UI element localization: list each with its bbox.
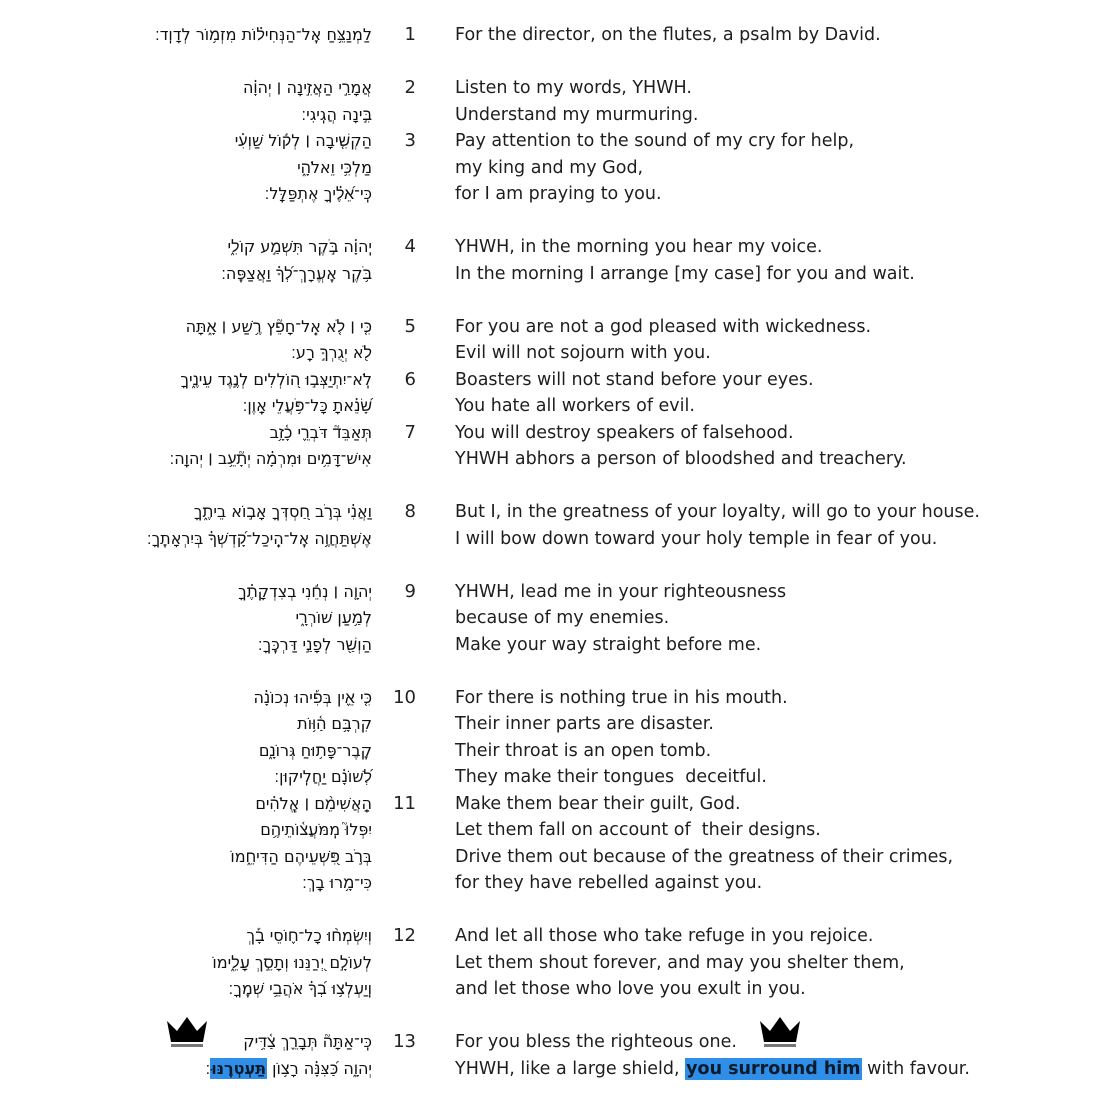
- verse-line: [0, 340, 1110, 366]
- hebrew-text: קֶֽבֶר־פָּת֥וּחַ גְּרוֹנָ֑ם: [258, 741, 372, 760]
- verse-number: 3: [404, 130, 416, 151]
- verse-line: [0, 234, 1110, 260]
- english-text: For you bless the righteous one.: [455, 1032, 737, 1052]
- verse-number: 8: [404, 501, 416, 522]
- english-text: Understand my murmuring.: [455, 105, 699, 125]
- verse-line: [0, 870, 1110, 896]
- verse-line: [0, 711, 1110, 737]
- english-text: for I am praying to you.: [455, 184, 662, 204]
- verse-line: [0, 446, 1110, 472]
- verse-line: [0, 950, 1110, 976]
- hebrew-highlight[interactable]: תַּעְטְרֶֽנּוּ: [211, 1059, 267, 1078]
- hebrew-text-after: ׃: [205, 1059, 211, 1078]
- verse-line-final: [0, 1056, 1110, 1082]
- verse-line: [0, 155, 1110, 181]
- english-text-before: YHWH, like a large shield,: [455, 1059, 686, 1079]
- hebrew-text: לְמַ֥עַן שׁוֹרְרָ֑י: [295, 608, 372, 627]
- verse-line: [0, 764, 1110, 790]
- verse-number: 9: [404, 581, 416, 602]
- hebrew-text: יְֽהוָ֗ה בֹּ֣קֶר תִּשְׁמַ֣ע קוֹלִ֑י: [227, 237, 372, 256]
- hebrew-text: קִרְבָּ֥ם הַ֫וּ֥וֹת: [297, 714, 372, 733]
- hebrew-text: יְהוָ֤ה ׀ נְחֵ֬נִי בְצִדְקָתֶ֗ךָ: [237, 582, 372, 601]
- english-text: But I, in the greatness of your loyalty, will go to your house.: [455, 502, 980, 522]
- hebrew-text: הַֽאֲשִׁימֵ֨ם ׀ אֱֽלֹהִ֗ים: [255, 794, 372, 813]
- hebrew-text: שָׂ֝נֵ֗אתָ כָּל־פֹּ֥עֲלֵי אָֽוֶן׃: [242, 396, 372, 415]
- verse-line: [0, 632, 1110, 658]
- hebrew-text: אֶשְׁתַּחֲוֶ֥ה אֶֽל־הֵֽיכַל־קָ֝דְשְׁךָ֗ בְּיִרְאָתֶֽךָ׃: [146, 529, 372, 548]
- english-text: my king and my God,: [455, 158, 644, 178]
- verse-number: 13: [393, 1031, 416, 1052]
- english-text: for they have rebelled against you.: [455, 873, 763, 893]
- hebrew-text: תְּאַבֵּד֘ דֹּבְרֵ֪י כָ֫זָ֥ב: [269, 423, 372, 442]
- english-text: I will bow down toward your holy temple in fear of you.: [455, 529, 938, 549]
- verse-line: [0, 526, 1110, 552]
- verse-number: 2: [404, 77, 416, 98]
- english-text: Boasters will not stand before your eyes.: [455, 370, 814, 390]
- hebrew-text: כִּ֤י אֵ֪ין בְּפִ֡יהוּ נְכוֹנָ֗ה: [253, 688, 372, 707]
- english-text: Pay attention to the sound of my cry for help,: [455, 131, 855, 151]
- english-text: You hate all workers of evil.: [455, 396, 695, 416]
- hebrew-text-before: יְהוָ֑ה כַּ֝צִּנָּ֗ה רָצ֥וֹן: [267, 1059, 372, 1078]
- hebrew-text: וְֽיַעְלְצ֥וּ בְ֝ךָ֗ אֹהֲבֵ֥י שְׁמֶֽךָ׃: [228, 979, 372, 998]
- hebrew-text: אִישׁ־דָּמִ֥ים וּמִרְמָ֗ה יְתָ֘עֵ֥ב ׀ יְהוָֽה׃: [169, 449, 372, 468]
- hebrew-text: בֹּ֥קֶר אֶֽעֱרָךְ־לְ֝ךָ֗ וַאֲצַפֶּֽה׃: [221, 264, 372, 283]
- hebrew-text: כִּ֤י ׀ לֹ֤א אֵֽל־חָפֵ֘ץ רֶ֥שַׁע ׀ אָ֑תָּה: [185, 317, 372, 336]
- verse-line: [0, 738, 1110, 764]
- crown-icon: [165, 1015, 209, 1049]
- verse-number: 12: [393, 925, 416, 946]
- crown-icon: [758, 1015, 802, 1049]
- verse-line: [0, 314, 1110, 340]
- hebrew-text: וַאֲנִ֗י בְּרֹ֣ב חַ֭סְדְּךָ אָב֣וֹא בֵיתֶ֑ךָ: [193, 502, 372, 521]
- hebrew-text: לֹ֖א יְגֻרְךָ֣ רָֽע׃: [291, 343, 372, 362]
- english-highlight[interactable]: you surround him: [686, 1059, 861, 1079]
- english-text: [455, 1056, 970, 1082]
- english-text: For you are not a god pleased with wickedness.: [455, 317, 872, 337]
- verse-line: [0, 923, 1110, 949]
- english-text: Listen to my words, YHWH.: [455, 78, 692, 98]
- hebrew-text: לַמְנַצֵּ֥חַ אֶֽל־הַנְּחִיל֗וֹת מִזְמ֥וֹר לְדָוִֽד׃: [154, 25, 372, 44]
- english-text: Make your way straight before me.: [455, 635, 762, 655]
- hebrew-text: כִּֽי־אֵ֝לֶ֗יךָ אֶתְפַּלָּֽל׃: [264, 184, 372, 203]
- verse-line: [0, 420, 1110, 446]
- verse-line: [0, 367, 1110, 393]
- verse-number: 4: [404, 236, 416, 257]
- english-text: YHWH, lead me in your righteousness: [455, 582, 787, 602]
- hebrew-text: בִּ֣ינָה הֲגִֽיגִי׃: [301, 105, 372, 124]
- verse-line: [0, 75, 1110, 101]
- verse-line: [0, 605, 1110, 631]
- verse-number: 11: [393, 793, 416, 814]
- english-text: YHWH, in the morning you hear my voice.: [455, 237, 823, 257]
- hebrew-text: לֹֽא־יִתְיַצְּב֣וּ ה֭וֹלְלִים לְנֶ֣גֶד עֵינֶ֑יךָ: [180, 370, 372, 389]
- english-text: For there is nothing true in his mouth.: [455, 688, 788, 708]
- verse-line: [0, 844, 1110, 870]
- verse-line: [0, 181, 1110, 207]
- hebrew-text: אֲמָרַ֣י הַאֲזִ֣ינָה ׀ יְהוָ֗ה: [242, 78, 372, 97]
- english-text: Make them bear their guilt, God.: [455, 794, 741, 814]
- hebrew-text: כִּי־מָ֥רוּ בָֽךְ׃: [302, 873, 372, 892]
- english-text: YHWH abhors a person of bloodshed and treachery.: [455, 449, 907, 469]
- verse-number: 1: [404, 24, 416, 45]
- hebrew-text: [206, 1056, 372, 1082]
- hebrew-text: לְ֝שׁוֹנָ֗ם יַחֲלִֽיקוּן׃: [274, 767, 372, 786]
- verse-line: [0, 499, 1110, 525]
- english-text: For the director, on the flutes, a psalm by David.: [455, 25, 881, 45]
- verse-line: [0, 791, 1110, 817]
- english-text: Let them fall on account of their designs.: [455, 820, 821, 840]
- english-text: And let all those who take refuge in you rejoice.: [455, 926, 874, 946]
- verse-line: [0, 685, 1110, 711]
- english-text: Their inner parts are disaster.: [455, 714, 714, 734]
- verse-line: [0, 22, 1110, 48]
- english-text-after: with favour.: [861, 1059, 970, 1079]
- hebrew-text: הַוְשַׁ֖ר לְפָנַ֣י דַּרְכֶּֽךָ׃: [257, 635, 372, 654]
- english-text: Their throat is an open tomb.: [455, 741, 712, 761]
- verse-number: 7: [404, 422, 416, 443]
- verse-line: [0, 393, 1110, 419]
- hebrew-text: וְיִשְׂמְח֨וּ כָל־ח֪וֹסֵי בָ֡ךְ: [246, 926, 372, 945]
- verse-line: [0, 128, 1110, 154]
- verse-line: [0, 579, 1110, 605]
- english-text: Evil will not sojourn with you.: [455, 343, 711, 363]
- english-text: Drive them out because of the greatness of their crimes,: [455, 847, 954, 867]
- english-text: Let them shout forever, and may you shelter them,: [455, 953, 905, 973]
- verse-number: 10: [393, 687, 416, 708]
- english-text: because of my enemies.: [455, 608, 670, 628]
- english-text: and let those who love you exult in you.: [455, 979, 806, 999]
- verse-line: [0, 817, 1110, 843]
- english-text: You will destroy speakers of falsehood.: [455, 423, 794, 443]
- verse-number: 6: [404, 369, 416, 390]
- hebrew-text: בְּרֹ֣ב פִּ֭שְׁעֵיהֶם הַדִּיחֵ֑מוֹ: [230, 847, 372, 866]
- hebrew-text: לְעוֹלָ֣ם יְ֭רַנֵּנוּ וְתָסֵ֣ךְ עָלֵ֑ימוֹ: [212, 953, 372, 972]
- hebrew-text: כִּֽי־אַתָּה֘ תְּבָרֵ֪ךְ צַ֫דִּ֥יק: [243, 1032, 372, 1051]
- english-text: They make their tongues deceitful.: [455, 767, 767, 787]
- hebrew-text: יִפְּלוּ֮ מִֽמֹּעֲצ֫וֹתֵיהֶ֥ם: [260, 820, 372, 839]
- english-text: In the morning I arrange [my case] for you and wait.: [455, 264, 915, 284]
- hebrew-text: הַקְשִׁ֤יבָה ׀ לְק֬וֹל שַׁוְעִ֗י: [234, 131, 372, 150]
- verse-line: [0, 261, 1110, 287]
- verse-line: [0, 976, 1110, 1002]
- verse-line: [0, 102, 1110, 128]
- verse-number: 5: [404, 316, 416, 337]
- hebrew-text: מַלְכִּ֥י וֵאלֹהָ֑י: [297, 158, 372, 177]
